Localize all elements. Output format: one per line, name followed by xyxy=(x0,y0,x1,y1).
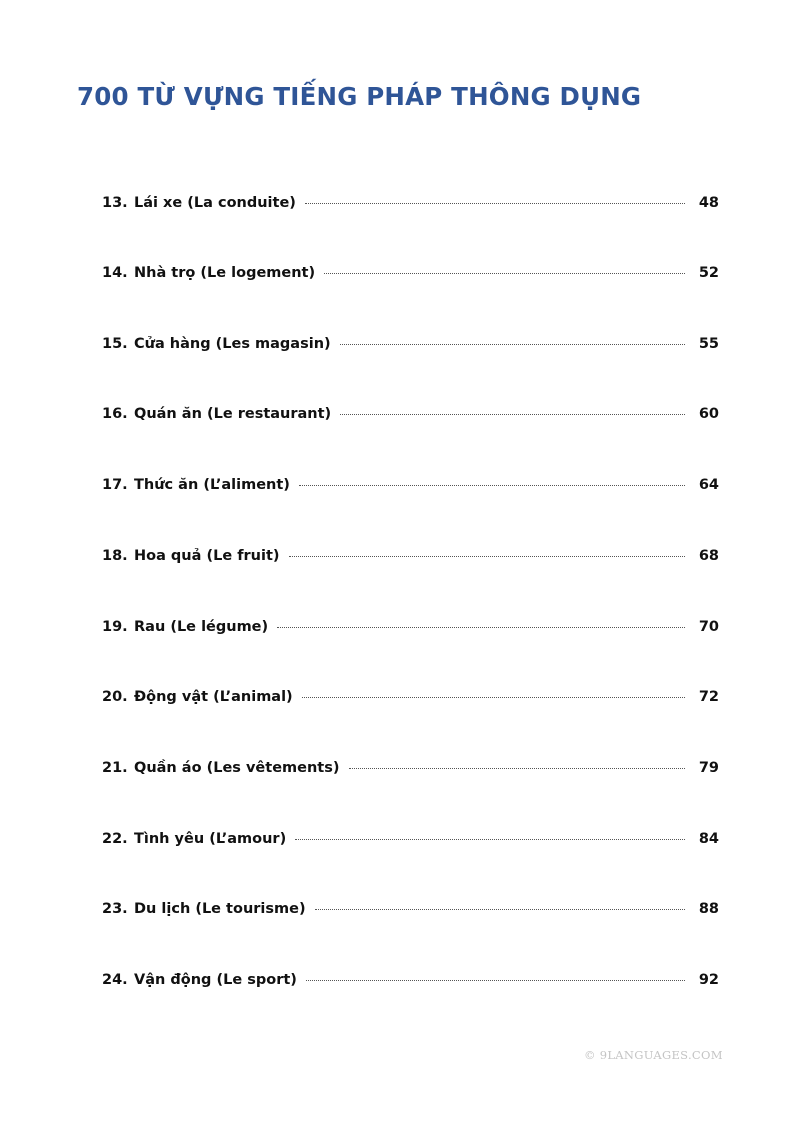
toc-entry[interactable] xyxy=(102,265,719,287)
toc-entry-number: 21. xyxy=(102,760,128,776)
toc-dot-leader xyxy=(289,556,685,557)
toc-entry-page: 48 xyxy=(698,195,719,211)
toc-entry[interactable] xyxy=(102,336,719,358)
toc-entry-page: 64 xyxy=(698,477,719,493)
toc-dot-leader xyxy=(302,697,685,698)
toc-entry[interactable] xyxy=(102,406,719,428)
toc-dot-leader xyxy=(277,627,685,628)
toc-dot-leader xyxy=(340,414,685,415)
toc-entry-title: Vận động (Le sport) xyxy=(134,972,297,988)
copyright-watermark: © 9LANGUAGES.COM xyxy=(584,1048,723,1062)
toc-dot-leader xyxy=(349,768,685,769)
toc-entry-page: 55 xyxy=(698,336,719,352)
toc-dot-leader xyxy=(295,839,685,840)
toc-entry-title: Động vật (L’animal) xyxy=(134,689,293,705)
toc-entry-title: Lái xe (La conduite) xyxy=(134,195,296,211)
toc-entry-title: Quán ăn (Le restaurant) xyxy=(134,406,332,422)
toc-entry-title: Tình yêu (L’amour) xyxy=(134,831,287,847)
toc-entry-number: 24. xyxy=(102,972,128,988)
toc-entry-page: 72 xyxy=(698,689,719,705)
toc-entry-page: 92 xyxy=(698,972,719,988)
toc-dot-leader xyxy=(299,485,685,486)
toc-entry-page: 60 xyxy=(698,406,719,422)
toc-entry-title: Nhà trọ (Le logement) xyxy=(134,265,316,281)
toc-dot-leader xyxy=(305,203,685,204)
toc-entry[interactable] xyxy=(102,760,719,782)
toc-entry-title: Quần áo (Les vêtements) xyxy=(134,760,340,776)
toc-dot-leader xyxy=(340,344,685,345)
toc-entry-page: 79 xyxy=(698,760,719,776)
toc-entry[interactable] xyxy=(102,972,719,994)
toc-entry-page: 52 xyxy=(698,265,719,281)
toc-entry-number: 13. xyxy=(102,195,128,211)
toc-entry[interactable] xyxy=(102,689,719,711)
toc-entry[interactable] xyxy=(102,831,719,853)
toc-entry[interactable] xyxy=(102,195,719,217)
toc-entry-page: 68 xyxy=(698,548,719,564)
toc-entry-number: 15. xyxy=(102,336,128,352)
toc-entry-number: 14. xyxy=(102,265,128,281)
toc-entry-number: 18. xyxy=(102,548,128,564)
toc-dot-leader xyxy=(315,909,685,910)
toc-entry[interactable] xyxy=(102,619,719,641)
toc-entry-page: 70 xyxy=(698,619,719,635)
page-title: 700 TỪ VỰNG TIẾNG PHÁP THÔNG DỤNG xyxy=(77,82,642,111)
toc-entry[interactable] xyxy=(102,477,719,499)
toc-entry-number: 16. xyxy=(102,406,128,422)
toc-entry-number: 19. xyxy=(102,619,128,635)
toc-entry[interactable] xyxy=(102,901,719,923)
toc-entry-page: 84 xyxy=(698,831,719,847)
toc-entry-title: Cửa hàng (Les magasin) xyxy=(134,336,331,352)
toc-entry-title: Du lịch (Le tourisme) xyxy=(134,901,306,917)
toc-dot-leader xyxy=(324,273,685,274)
toc-entry[interactable] xyxy=(102,548,719,570)
toc-entry-title: Rau (Le légume) xyxy=(134,619,269,635)
toc-entry-title: Thức ăn (L’aliment) xyxy=(134,477,290,493)
toc-entry-number: 20. xyxy=(102,689,128,705)
toc-entry-title: Hoa quả (Le fruit) xyxy=(134,548,280,564)
toc-entry-number: 23. xyxy=(102,901,128,917)
toc-entry-number: 22. xyxy=(102,831,128,847)
toc-entry-number: 17. xyxy=(102,477,128,493)
toc-entry-page: 88 xyxy=(698,901,719,917)
toc-dot-leader xyxy=(306,980,685,981)
